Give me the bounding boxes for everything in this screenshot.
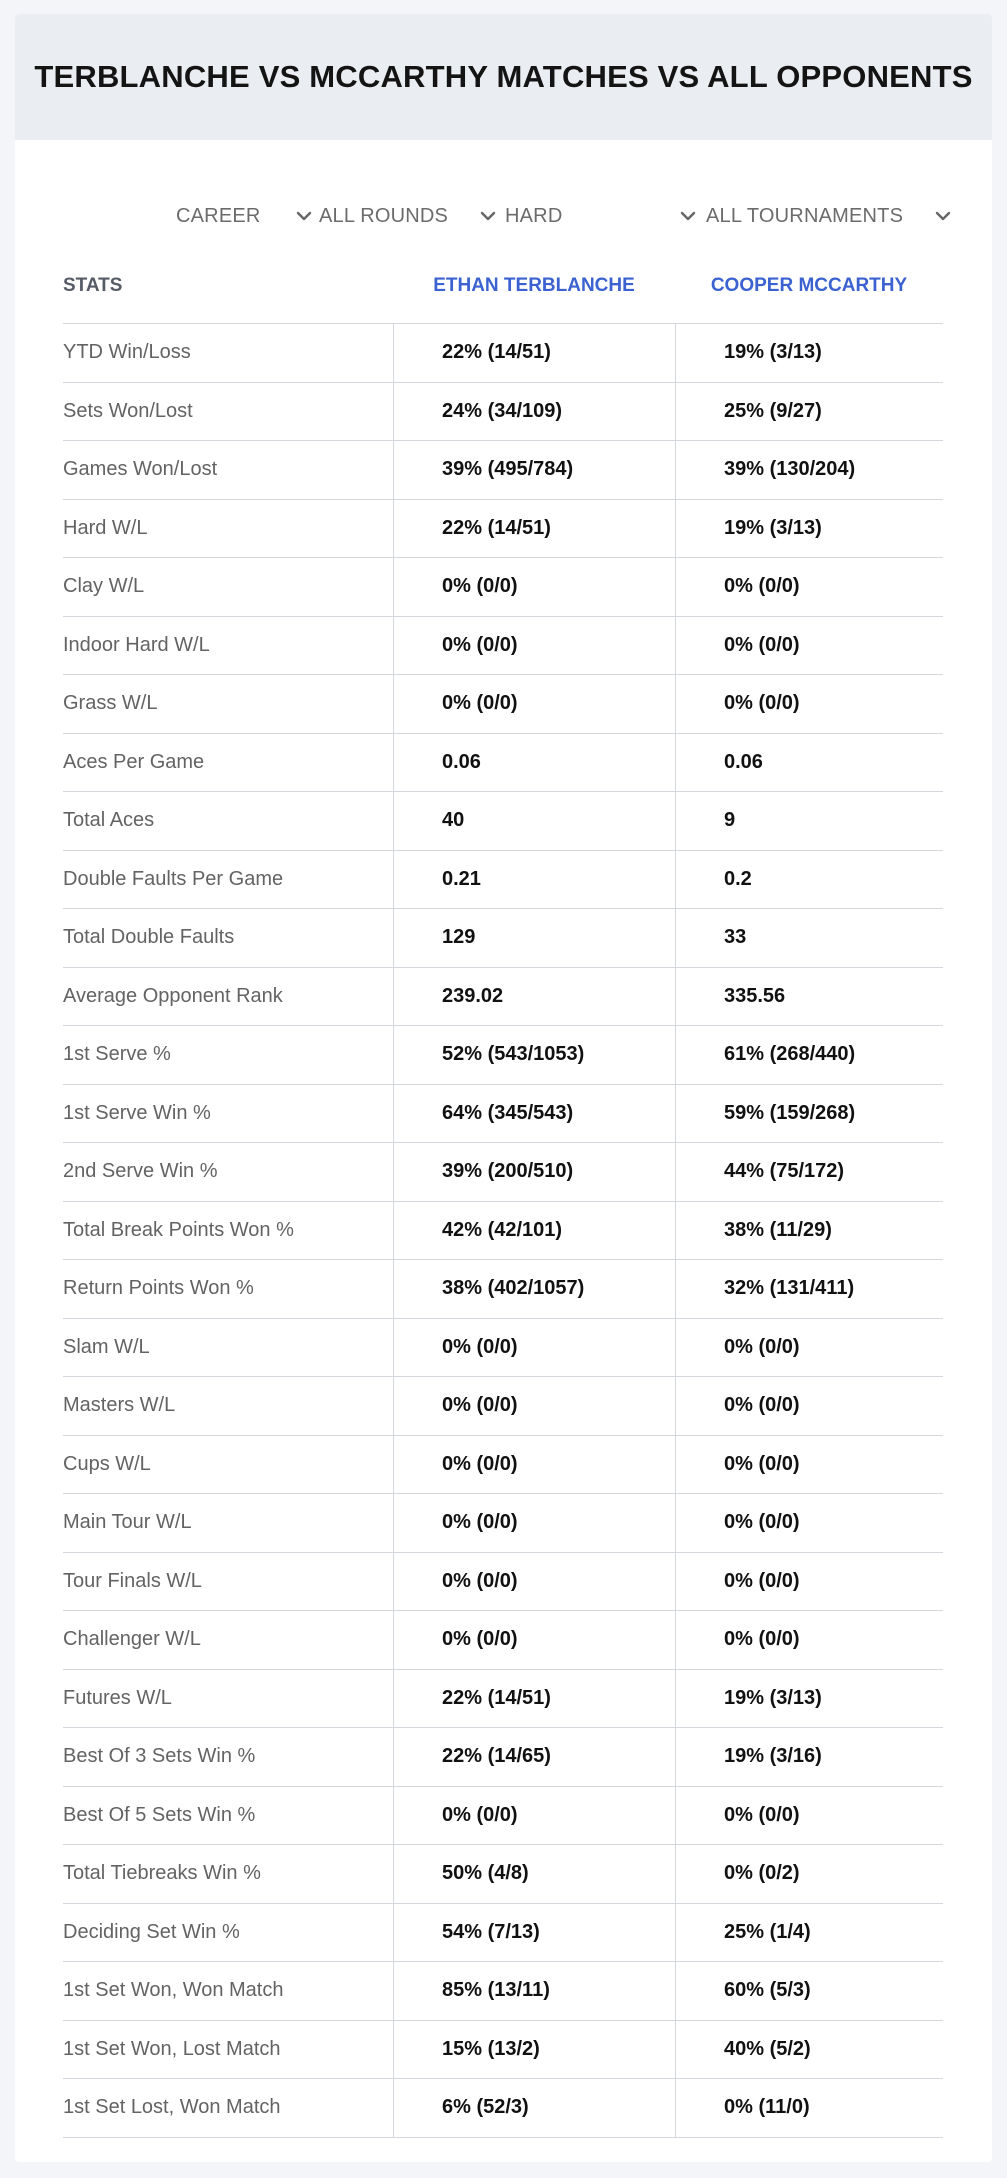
- player2-value: 0% (0/0): [675, 1494, 943, 1552]
- table-row: [63, 909, 943, 968]
- player2-value: 19% (3/13): [675, 324, 943, 382]
- player2-value: 0.06: [675, 734, 943, 792]
- player2-name-link[interactable]: COOPER MCCARTHY: [710, 275, 908, 296]
- player1-value: 6% (52/3): [393, 2079, 675, 2137]
- table-row: [63, 1787, 943, 1846]
- stat-label: Slam W/L: [63, 1335, 150, 1358]
- player2-value: 33: [675, 909, 943, 967]
- player1-value: 15% (13/2): [393, 2021, 675, 2079]
- chevron-down-icon: [680, 210, 696, 222]
- player2-value: 0% (0/0): [675, 1787, 943, 1845]
- table-row: [63, 1494, 943, 1553]
- stat-label: 1st Set Lost, Won Match: [63, 2096, 281, 2119]
- stat-label: Masters W/L: [63, 1394, 176, 1417]
- stat-label: Best Of 3 Sets Win %: [63, 1745, 256, 1768]
- stat-label: Grass W/L: [63, 692, 158, 715]
- table-row: [63, 1319, 943, 1378]
- player1-value: 0% (0/0): [393, 1553, 675, 1611]
- player2-value: 19% (3/13): [675, 1670, 943, 1728]
- player1-value: 0% (0/0): [393, 1494, 675, 1552]
- stat-label: Total Tiebreaks Win %: [63, 1862, 261, 1885]
- player1-name-link[interactable]: ETHAN TERBLANCHE: [433, 275, 635, 296]
- table-row: [63, 441, 943, 500]
- player2-value: 25% (1/4): [675, 1904, 943, 1962]
- table-row: [63, 792, 943, 851]
- player2-value: 0% (0/0): [675, 675, 943, 733]
- stat-label: Sets Won/Lost: [63, 399, 193, 422]
- table-row: [63, 1143, 943, 1202]
- player2-value: 38% (11/29): [675, 1202, 943, 1260]
- stat-label: Best Of 5 Sets Win %: [63, 1803, 256, 1826]
- table-row: [63, 1670, 943, 1729]
- player2-value: 40% (5/2): [675, 2021, 943, 2079]
- player1-value: 22% (14/65): [393, 1728, 675, 1786]
- player1-value: 42% (42/101): [393, 1202, 675, 1260]
- filter-round-value: ALL ROUNDS: [319, 204, 449, 227]
- player2-value: 0% (0/0): [675, 1611, 943, 1669]
- chevron-down-icon: [935, 210, 951, 222]
- player2-value: 19% (3/13): [675, 500, 943, 558]
- stat-label: Aces Per Game: [63, 750, 205, 773]
- table-row: [63, 1436, 943, 1495]
- table-row: [63, 1611, 943, 1670]
- page-title: TERBLANCHE VS MCCARTHY MATCHES VS ALL OPPONENTS: [34, 59, 973, 94]
- player1-value: 39% (495/784): [393, 441, 675, 499]
- table-row: [63, 383, 943, 442]
- stat-label: Indoor Hard W/L: [63, 633, 210, 656]
- table-row: [63, 1728, 943, 1787]
- stat-label: 1st Set Won, Lost Match: [63, 2037, 281, 2060]
- stat-label: Return Points Won %: [63, 1277, 254, 1300]
- player1-value: 54% (7/13): [393, 1904, 675, 1962]
- table-row: [63, 851, 943, 910]
- table-row: [63, 617, 943, 676]
- table-body: [63, 324, 943, 2138]
- player1-value: 24% (34/109): [393, 383, 675, 441]
- player2-value: 0% (0/2): [675, 1845, 943, 1903]
- filter-tournament-select[interactable]: [706, 186, 966, 246]
- stat-label: 1st Serve %: [63, 1043, 171, 1066]
- stat-label: Total Double Faults: [63, 926, 235, 949]
- player1-value: 0% (0/0): [393, 675, 675, 733]
- player2-value: 0% (11/0): [675, 2079, 943, 2137]
- stat-label: Deciding Set Win %: [63, 1920, 240, 1943]
- player2-value: 0% (0/0): [675, 1377, 943, 1435]
- stat-label: Hard W/L: [63, 516, 148, 539]
- player1-value: 0% (0/0): [393, 1436, 675, 1494]
- player2-value: 0% (0/0): [675, 558, 943, 616]
- table-row: [63, 558, 943, 617]
- player1-value: 22% (14/51): [393, 500, 675, 558]
- table-row: [63, 1845, 943, 1904]
- table-row: [63, 500, 943, 559]
- stat-label: Average Opponent Rank: [63, 984, 283, 1007]
- table-row: [63, 1026, 943, 1085]
- player2-value: 0% (0/0): [675, 617, 943, 675]
- filter-bar: [15, 186, 992, 246]
- table-row: [63, 675, 943, 734]
- filter-surface-select[interactable]: [505, 186, 705, 246]
- player1-value: 0% (0/0): [393, 1377, 675, 1435]
- player1-value: 0% (0/0): [393, 617, 675, 675]
- stat-label: 1st Set Won, Won Match: [63, 1979, 284, 2002]
- player2-value: 19% (3/16): [675, 1728, 943, 1786]
- table-row: [63, 1962, 943, 2021]
- player2-value: 0% (0/0): [675, 1553, 943, 1611]
- table-row: [63, 968, 943, 1027]
- stats-column-header: STATS: [63, 275, 123, 296]
- player1-value: 22% (14/51): [393, 1670, 675, 1728]
- player2-value: 59% (159/268): [675, 1085, 943, 1143]
- table-header: [63, 248, 943, 324]
- filter-surface-value: HARD: [505, 204, 563, 227]
- player1-value: 22% (14/51): [393, 324, 675, 382]
- filter-period-value: CAREER: [176, 204, 261, 227]
- player1-value: 239.02: [393, 968, 675, 1026]
- table-row: [63, 1202, 943, 1261]
- stat-label: YTD Win/Loss: [63, 341, 191, 364]
- player1-value: 129: [393, 909, 675, 967]
- player1-value: 85% (13/11): [393, 1962, 675, 2020]
- player2-value: 0% (0/0): [675, 1436, 943, 1494]
- chevron-down-icon: [480, 210, 496, 222]
- player2-value: 25% (9/27): [675, 383, 943, 441]
- player2-value: 60% (5/3): [675, 1962, 943, 2020]
- stat-label: Futures W/L: [63, 1686, 172, 1709]
- player2-value: 0.2: [675, 851, 943, 909]
- table-row: [63, 1377, 943, 1436]
- player1-value: 40: [393, 792, 675, 850]
- table-row: [63, 2079, 943, 2138]
- stat-label: 1st Serve Win %: [63, 1101, 211, 1124]
- stat-label: Double Faults Per Game: [63, 867, 284, 890]
- player1-value: 0% (0/0): [393, 558, 675, 616]
- stat-label: Clay W/L: [63, 575, 145, 598]
- stat-label: Cups W/L: [63, 1452, 151, 1475]
- table-row: [63, 2021, 943, 2080]
- stat-label: Total Break Points Won %: [63, 1218, 294, 1241]
- player1-value: 52% (543/1053): [393, 1026, 675, 1084]
- player2-value: 32% (131/411): [675, 1260, 943, 1318]
- stat-label: Challenger W/L: [63, 1628, 201, 1651]
- player1-value: 50% (4/8): [393, 1845, 675, 1903]
- table-row: [63, 1553, 943, 1612]
- card-header: [15, 14, 992, 140]
- player1-value: 0% (0/0): [393, 1319, 675, 1377]
- player2-value: 44% (75/172): [675, 1143, 943, 1201]
- table-row: [63, 734, 943, 793]
- player2-value: 61% (268/440): [675, 1026, 943, 1084]
- table-row: [63, 324, 943, 383]
- player1-value: 64% (345/543): [393, 1085, 675, 1143]
- filter-tournament-value: ALL TOURNAMENTS: [706, 204, 904, 227]
- player1-value: 0.21: [393, 851, 675, 909]
- player2-value: 39% (130/204): [675, 441, 943, 499]
- chevron-down-icon: [296, 210, 312, 222]
- stats-table: [63, 248, 943, 2138]
- player2-value: 335.56: [675, 968, 943, 1026]
- player1-value: 0% (0/0): [393, 1787, 675, 1845]
- player1-value: 39% (200/510): [393, 1143, 675, 1201]
- table-row: [63, 1260, 943, 1319]
- player2-value: 0% (0/0): [675, 1319, 943, 1377]
- stats-card: [15, 14, 992, 2162]
- player1-value: 38% (402/1057): [393, 1260, 675, 1318]
- filter-round-select[interactable]: [319, 186, 499, 246]
- stat-label: Main Tour W/L: [63, 1511, 192, 1534]
- table-row: [63, 1085, 943, 1144]
- stat-label: Games Won/Lost: [63, 458, 218, 481]
- stat-label: Tour Finals W/L: [63, 1569, 202, 1592]
- filter-period-select[interactable]: [176, 186, 316, 246]
- stat-label: Total Aces: [63, 809, 155, 832]
- table-row: [63, 1904, 943, 1963]
- player1-value: 0.06: [393, 734, 675, 792]
- player2-value: 9: [675, 792, 943, 850]
- stat-label: 2nd Serve Win %: [63, 1160, 218, 1183]
- player1-value: 0% (0/0): [393, 1611, 675, 1669]
